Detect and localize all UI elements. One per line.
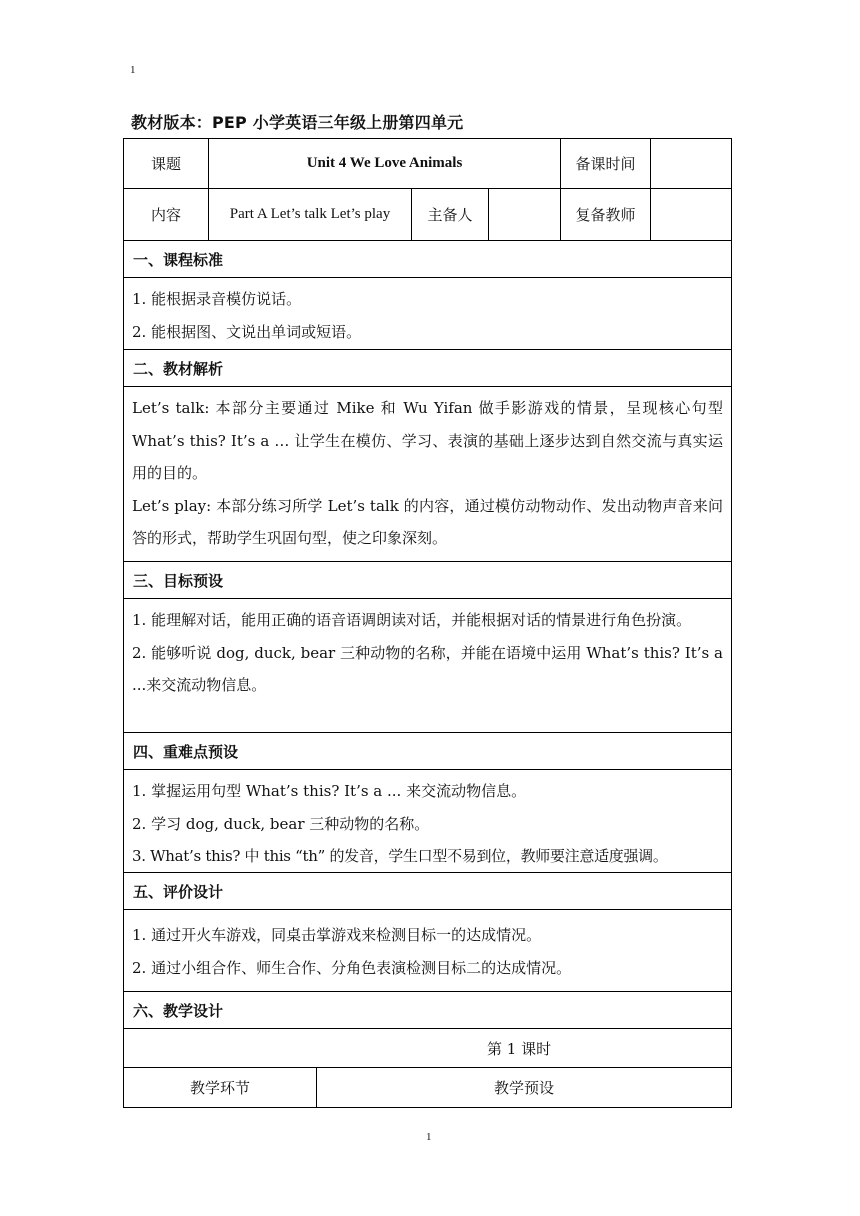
prep-time-value[interactable] xyxy=(650,139,731,188)
topic-label: 课题 xyxy=(150,155,181,173)
column-header-plan: 教学预设 xyxy=(316,1068,731,1107)
section-body-key-points xyxy=(123,770,732,873)
review-teacher-label: 复备教师 xyxy=(560,189,650,240)
page-header-number: 1 xyxy=(130,64,136,76)
topic-value: Unit 4 We Love Animals xyxy=(208,139,560,188)
list-item: 2. 学习 dog, duck, bear 三种动物的名称。 xyxy=(132,814,430,833)
section-heading-objectives: 三、目标预设 xyxy=(123,562,732,599)
paragraph: Let’s talk: 本部分主要通过 Mike 和 Wu Yifan 做手影游戏的情景，呈现核心句型 What’s this? It’s a … 让学生在模仿、学习、表演的基础上逐步达到自然交流与真实运用的目的。 xyxy=(132,399,723,482)
content-label: 内容 xyxy=(150,206,181,224)
main-preparer-label: 主备人 xyxy=(411,189,488,240)
list-item: 1. 通过开火车游戏，同桌击掌游戏来检测目标一的达成情况。 xyxy=(132,926,542,944)
info-row-topic xyxy=(123,138,732,189)
info-row-content xyxy=(123,189,732,241)
section-body-curriculum-standards xyxy=(123,278,732,350)
section-heading-evaluation: 五、评价设计 xyxy=(123,873,732,910)
review-teacher-value[interactable] xyxy=(650,189,731,240)
section-heading-curriculum-standards: 一、课程标准 xyxy=(123,241,732,278)
lesson-number: 第 1 课时 xyxy=(123,1029,732,1068)
content-value: Part A Let’s talk Let’s play xyxy=(208,189,411,240)
section-body-objectives xyxy=(123,599,732,733)
list-item: 1. 能根据录音模仿说话。 xyxy=(132,290,302,308)
column-header-stage: 教学环节 xyxy=(189,1079,250,1097)
teaching-design-header-row xyxy=(123,1068,732,1108)
document-title: 教材版本：PEP 小学英语三年级上册第四单元 xyxy=(131,113,464,132)
list-item: 1. 能理解对话，能用正确的语音语调朗读对话，并能根据对话的情景进行角色扮演。 xyxy=(132,611,692,629)
list-item: 2. 能够听说 dog, duck, bear 三种动物的名称，并能在语境中运用 What’s this? It’s a ...来交流动物信息。 xyxy=(132,643,723,694)
section-heading-material-analysis: 二、教材解析 xyxy=(123,350,732,387)
main-preparer-value[interactable] xyxy=(488,189,560,240)
section-body-material-analysis xyxy=(123,387,732,562)
list-item: 2. 能根据图、文说出单词或短语。 xyxy=(132,322,362,341)
section-heading-key-points: 四、重难点预设 xyxy=(123,733,732,770)
section-body-evaluation xyxy=(123,910,732,992)
paragraph: Let’s play: 本部分练习所学 Let’s talk 的内容，通过模仿动物动作、发出动物声音来问答的形式，帮助学生巩固句型，使之印象深刻。 xyxy=(132,496,723,547)
section-heading-teaching-design: 六、教学设计 xyxy=(123,992,732,1029)
prep-time-label: 备课时间 xyxy=(560,139,650,188)
lesson-plan-table xyxy=(123,138,732,1108)
list-item: 1. 掌握运用句型 What’s this? It’s a ... 来交流动物信息。 xyxy=(132,782,527,800)
page-footer-number: 1 xyxy=(426,1131,432,1143)
list-item: 2. 通过小组合作、师生合作、分角色表演检测目标二的达成情况。 xyxy=(132,958,572,977)
list-item: 3. What’s this? 中 this “th” 的发音，学生口型不易到位，教师要注意适度强调。 xyxy=(132,847,668,865)
